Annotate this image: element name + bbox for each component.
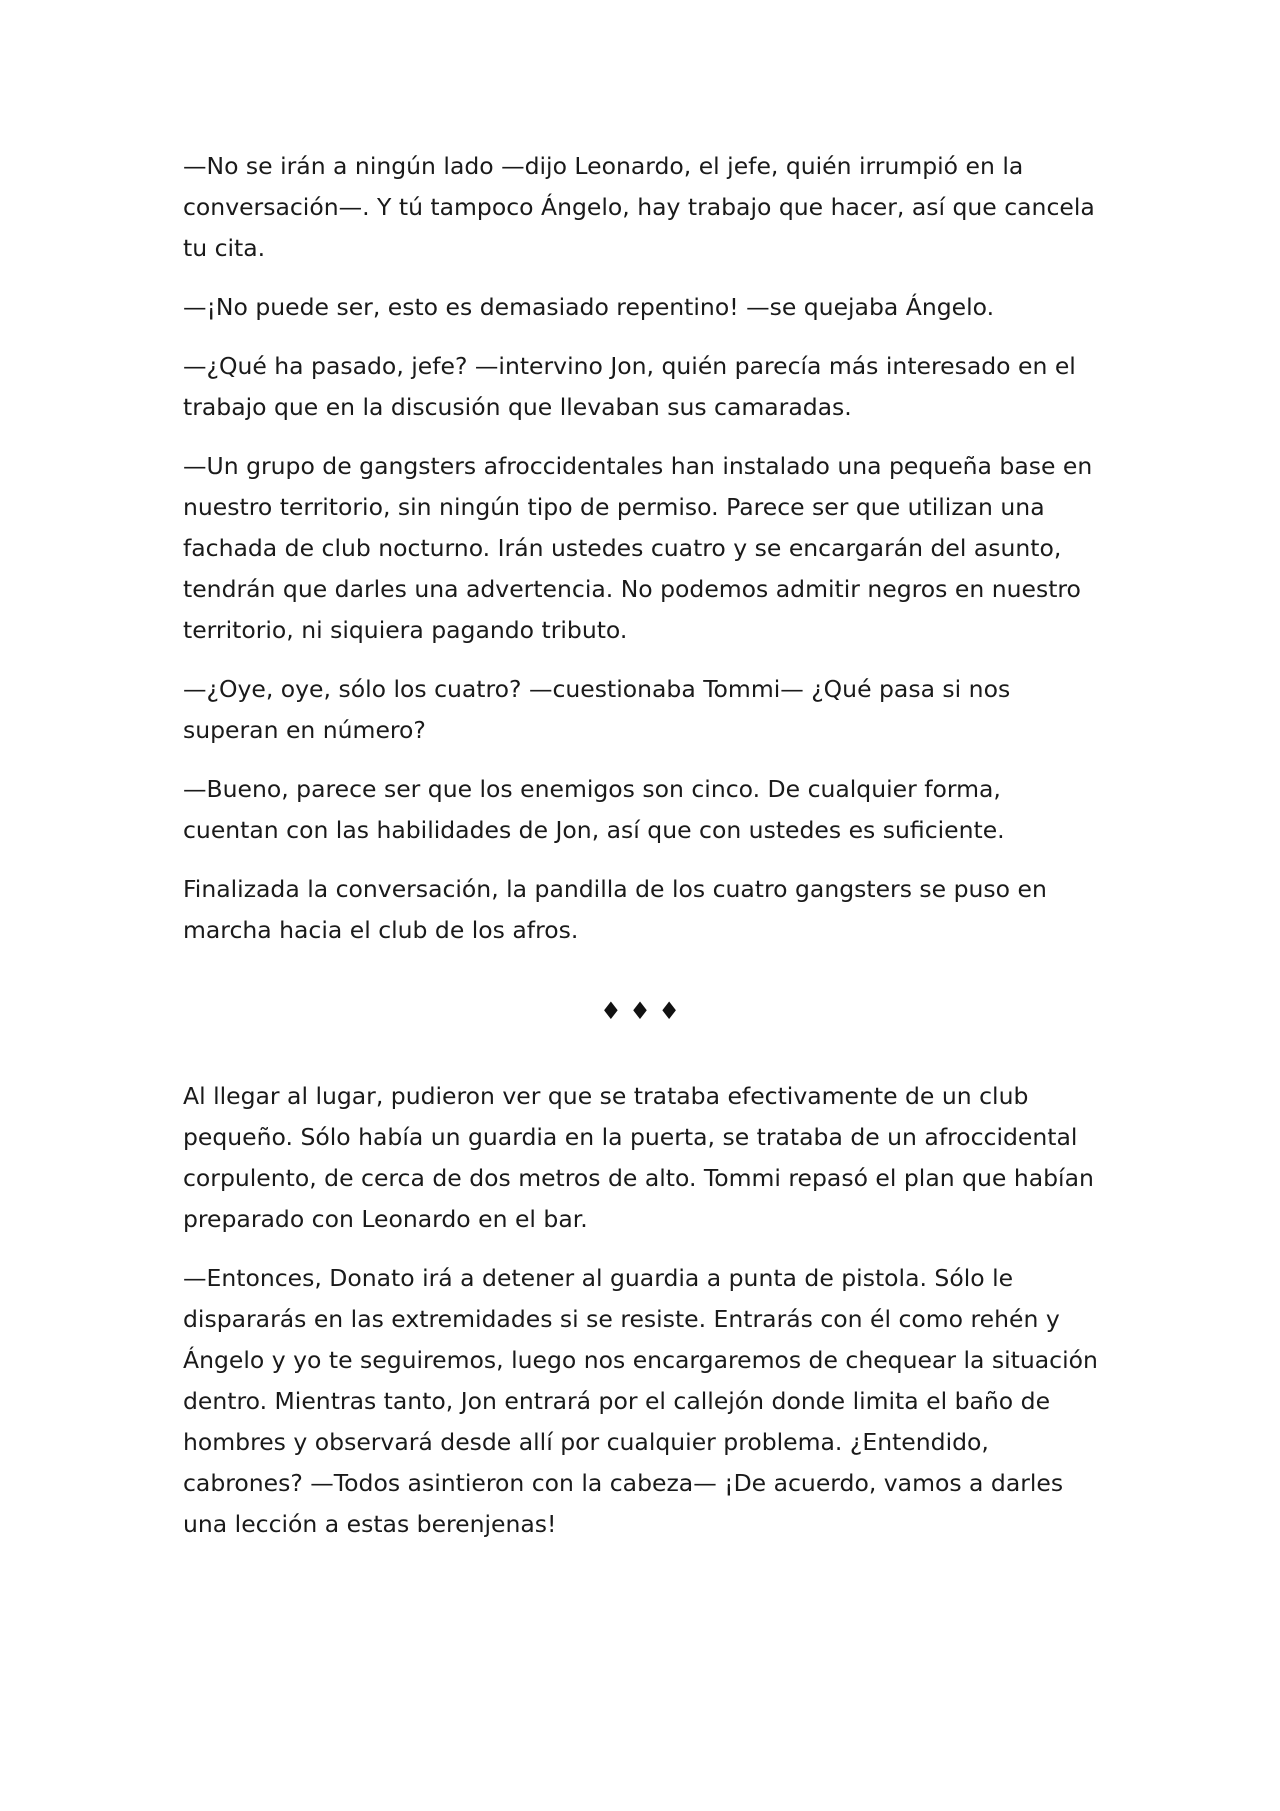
paragraph: Al llegar al lugar, pudieron ver que se trataba efectivamente de un club pequeño. Sólo había un guardia en la puerta, se trataba de un afroccidental corpulento, de cerca de dos metros de alto. Tommi repasó el plan que habían preparado con Leonardo en el bar. <box>183 1082 1094 1233</box>
paragraph: —Un grupo de gangsters afroccidentales han instalado una pequeña base en nuestro territorio, sin ningún tipo de permiso. Parece ser que utilizan una fachada de club nocturno. Irán ustedes cuatro y se encargarán del asunto, tendrán que darles una advertencia. No podemos admitir negros en nuestro territorio, ni siquiera pagando tributo. <box>183 452 1093 644</box>
paragraph: —No se irán a ningún lado —dijo Leonardo, el jefe, quién irrumpió en la conversación—. Y tú tampoco Ángelo, hay trabajo que hacer, así que cancela tu cita. <box>183 152 1095 262</box>
paragraph: —¿Oye, oye, sólo los cuatro? —cuestionaba Tommi— ¿Qué pasa si nos superan en número? <box>183 675 1011 744</box>
paragraph: —¿Qué ha pasado, jefe? —intervino Jon, quién parecía más interesado en el trabajo que en la discusión que llevaban sus camaradas. <box>183 352 1076 421</box>
paragraph: —¡No puede ser, esto es demasiado repentino! —se quejaba Ángelo. <box>183 293 995 321</box>
text-section-before-break <box>183 146 1103 969</box>
text-section-after-break <box>183 1076 1103 1563</box>
paragraph: —Entonces, Donato irá a detener al guardia a punta de pistola. Sólo le dispararás en las extremidades si se resiste. Entrarás con él como rehén y Ángelo y yo te seguiremos, luego nos encargaremos de chequear la situación dentro. Mientras tanto, Jon entrará por el callejón donde limita el baño de hombres y observará desde allí por cualquier problema. ¿Entendido, cabrones? —Todos asintieron con la cabeza— ¡De acuerdo, vamos a darles una lección a estas berenjenas! <box>183 1264 1098 1538</box>
paragraph: Finalizada la conversación, la pandilla de los cuatro gangsters se puso en marcha hacia el club de los afros. <box>183 875 1047 944</box>
scene-break-separator: ♦ ♦ ♦ <box>600 997 680 1025</box>
paragraph: —Bueno, parece ser que los enemigos son cinco. De cualquier forma, cuentan con las habilidades de Jon, así que con ustedes es suficiente. <box>183 775 1005 844</box>
